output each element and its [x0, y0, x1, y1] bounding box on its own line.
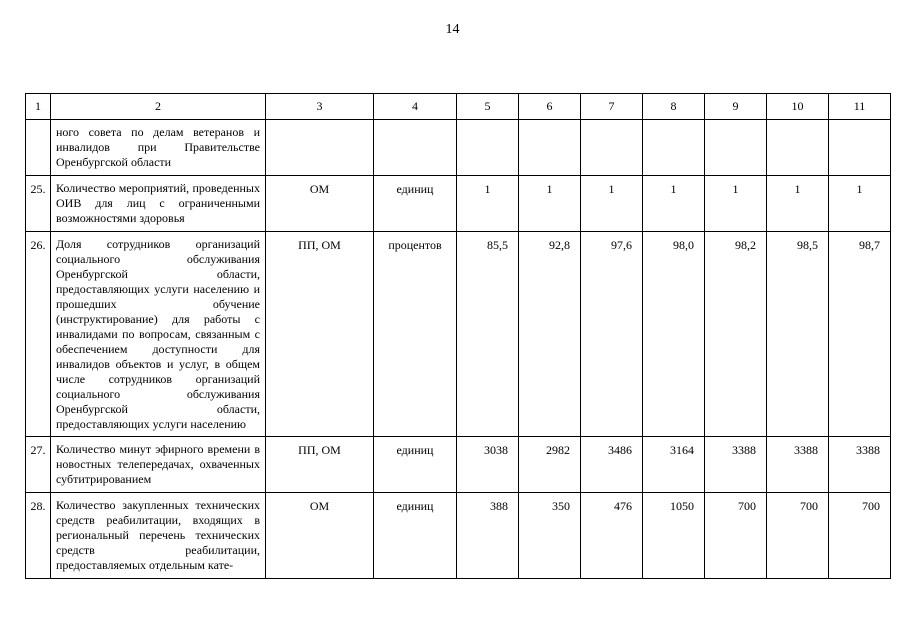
- column-header: 3: [266, 94, 374, 120]
- value-cell: 1: [829, 176, 891, 232]
- value-cell: 98,7: [829, 232, 891, 437]
- column-header: 2: [51, 94, 266, 120]
- indicator-name: ного совета по делам ветеранов и инвалидов при Правительстве Оренбургской области: [51, 120, 266, 176]
- indicator-name: Количество минут эфирного времени в новостных телепередачах, охваченных субтитрированием: [51, 437, 266, 493]
- value-cell: [457, 120, 519, 176]
- row-number: 28.: [26, 493, 51, 579]
- indicator-unit: единиц: [374, 493, 457, 579]
- row-number: [26, 120, 51, 176]
- row-number: 27.: [26, 437, 51, 493]
- value-cell: 700: [767, 493, 829, 579]
- indicators-table: [25, 93, 891, 579]
- column-header: 7: [581, 94, 643, 120]
- value-cell: 3388: [705, 437, 767, 493]
- value-cell: 388: [457, 493, 519, 579]
- indicator-type: ПП, ОМ: [266, 437, 374, 493]
- value-cell: [519, 120, 581, 176]
- indicator-unit: единиц: [374, 176, 457, 232]
- value-cell: [705, 120, 767, 176]
- indicator-unit: процентов: [374, 232, 457, 437]
- value-cell: 3038: [457, 437, 519, 493]
- column-header: 1: [26, 94, 51, 120]
- row-number: 26.: [26, 232, 51, 437]
- value-cell: 3388: [829, 437, 891, 493]
- row-number: 25.: [26, 176, 51, 232]
- value-cell: [829, 120, 891, 176]
- value-cell: 3164: [643, 437, 705, 493]
- indicator-type: ОМ: [266, 493, 374, 579]
- value-cell: 97,6: [581, 232, 643, 437]
- column-header: 11: [829, 94, 891, 120]
- column-header: 8: [643, 94, 705, 120]
- indicator-type: ПП, ОМ: [266, 232, 374, 437]
- column-header: 4: [374, 94, 457, 120]
- value-cell: 2982: [519, 437, 581, 493]
- table-row: [26, 120, 891, 176]
- value-cell: [581, 120, 643, 176]
- value-cell: 3388: [767, 437, 829, 493]
- page-number: 14: [445, 22, 460, 37]
- table-row: [26, 437, 891, 493]
- value-cell: 1: [457, 176, 519, 232]
- value-cell: 98,5: [767, 232, 829, 437]
- value-cell: 85,5: [457, 232, 519, 437]
- column-header: 6: [519, 94, 581, 120]
- value-cell: 700: [829, 493, 891, 579]
- table-row: [26, 493, 891, 579]
- value-cell: 1: [767, 176, 829, 232]
- table-header-row: [26, 94, 891, 120]
- table-row: [26, 176, 891, 232]
- value-cell: 1: [643, 176, 705, 232]
- value-cell: [643, 120, 705, 176]
- value-cell: 700: [705, 493, 767, 579]
- column-header: 9: [705, 94, 767, 120]
- value-cell: 476: [581, 493, 643, 579]
- value-cell: 3486: [581, 437, 643, 493]
- column-header: 10: [767, 94, 829, 120]
- indicator-unit: [374, 120, 457, 176]
- indicator-unit: единиц: [374, 437, 457, 493]
- value-cell: 98,2: [705, 232, 767, 437]
- value-cell: 1050: [643, 493, 705, 579]
- value-cell: 1: [519, 176, 581, 232]
- indicator-type: [266, 120, 374, 176]
- value-cell: [767, 120, 829, 176]
- indicator-name: Количество мероприятий, проведенных ОИВ для лиц с ограниченными возможностями здоровья: [51, 176, 266, 232]
- value-cell: 1: [581, 176, 643, 232]
- value-cell: 92,8: [519, 232, 581, 437]
- column-header: 5: [457, 94, 519, 120]
- indicator-name: Количество закупленных технических средств реабилитации, входящих в региональный перечень технических средств реабилитации, предоставляемых отдельным кате-: [51, 493, 266, 579]
- value-cell: 1: [705, 176, 767, 232]
- indicator-name: Доля сотрудников организаций социального обслуживания Оренбургской области, предоставляющих услуги населению и прошедших обучение (инструктирование) для работы с инвалидами по вопросам, связанным с обеспечением доступности для инвалидов объектов и услуг, в общем числе сотрудников организаций социального обслуживания Оренбургской области, предоставляющих услуги населению: [51, 232, 266, 437]
- value-cell: 350: [519, 493, 581, 579]
- table-row: [26, 232, 891, 437]
- value-cell: 98,0: [643, 232, 705, 437]
- indicator-type: ОМ: [266, 176, 374, 232]
